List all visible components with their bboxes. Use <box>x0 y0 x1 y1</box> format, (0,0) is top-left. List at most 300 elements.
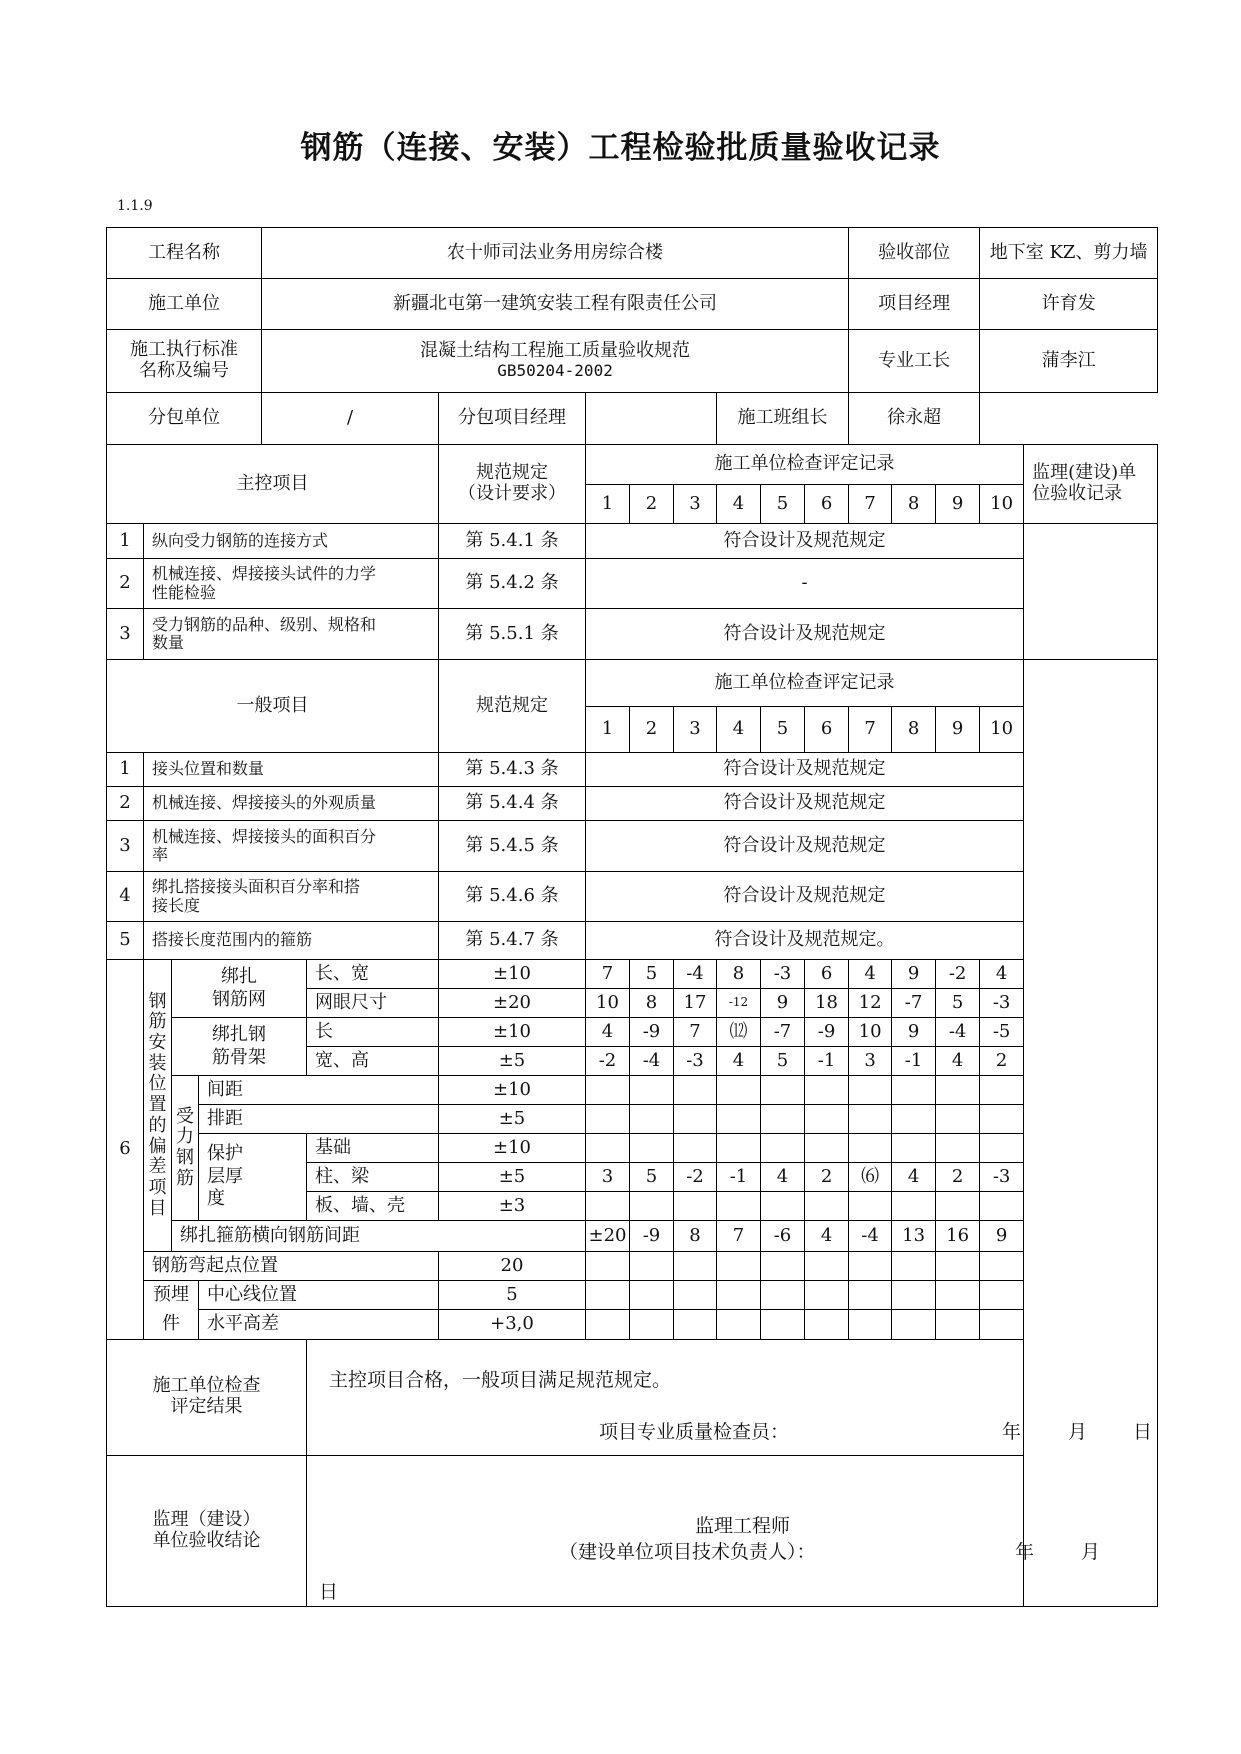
main-items-label: 主控项目 <box>107 445 439 524</box>
general-items-label: 一般项目 <box>107 660 439 753</box>
deviation-tolerance: ±5 <box>439 1047 586 1076</box>
item-clause: 第 5.4.5 条 <box>439 821 586 872</box>
header-row-standard <box>107 330 1158 393</box>
deviation-tolerance: 20 <box>439 1252 586 1281</box>
item-clause: 第 5.4.6 条 <box>439 872 586 922</box>
deviation-value <box>674 1134 717 1163</box>
header-row-contractor <box>107 279 1158 330</box>
deviation-value: 9 <box>892 960 936 989</box>
deviation-row <box>107 1281 1158 1310</box>
cover-label-line3: 度 <box>207 1188 225 1210</box>
main-item-row <box>107 609 1158 660</box>
deviation-tolerance: ±20 <box>439 989 586 1018</box>
item-name-line1: 受力钢筋的品种、级别、规格和 <box>152 614 377 634</box>
deviation-subitem: 间距 <box>199 1076 439 1105</box>
standard-label <box>107 330 262 393</box>
deviation-value <box>630 1134 674 1163</box>
deviation-value <box>849 1192 892 1221</box>
document-number: 1.1.9 <box>117 198 153 214</box>
deviation-value <box>849 1105 892 1134</box>
deviation-row <box>107 1076 1158 1105</box>
deviation-value <box>630 1281 674 1310</box>
subcontractor-label: 分包单位 <box>107 393 262 445</box>
general-col-number: 4 <box>717 707 761 753</box>
deviation-row <box>107 960 1158 989</box>
deviation-value <box>630 1310 674 1339</box>
deviation-value <box>805 1281 849 1310</box>
main-spec-label <box>439 445 586 524</box>
deviation-value <box>630 1192 674 1221</box>
deviation-value <box>892 1310 936 1339</box>
general-header-row <box>107 660 1158 707</box>
deviation-value <box>717 1310 761 1339</box>
deviation-value <box>980 1252 1024 1281</box>
conclusion-content <box>307 1455 1158 1606</box>
deviation-value <box>717 1252 761 1281</box>
item-number: 4 <box>107 872 144 922</box>
deviation-row <box>107 1221 1158 1252</box>
deviation-value <box>761 1076 805 1105</box>
item-name-line1: 机械连接、焊接接头试件的力学 <box>152 564 377 584</box>
deviation-value <box>586 1281 630 1310</box>
deviation-value <box>849 1252 892 1281</box>
standard-label-line1: 施工执行标准 <box>130 339 238 361</box>
item-name: 搭接长度范围内的箍筋 <box>152 930 313 950</box>
deviation-value: 8 <box>717 960 761 989</box>
deviation-value: -6 <box>761 1221 805 1252</box>
deviation-value: 5 <box>630 1163 674 1192</box>
deviation-value <box>892 1105 936 1134</box>
deviation-row <box>107 1018 1158 1047</box>
embed-label-line2: 件 <box>162 1312 180 1334</box>
deviation-value: -3 <box>761 960 805 989</box>
main-header-row <box>107 445 1158 485</box>
deviation-tolerance: ±10 <box>439 960 586 989</box>
deviation-value <box>805 1192 849 1221</box>
deviation-value <box>936 1310 980 1339</box>
foreman-label: 专业工长 <box>849 330 980 393</box>
item-name-line2: 率 <box>152 845 169 864</box>
deviation-tolerance: ±3 <box>439 1192 586 1221</box>
deviation-value: 4 <box>761 1163 805 1192</box>
deviation-tolerance: +3,0 <box>439 1310 586 1339</box>
standard-label-line2: 名称及编号 <box>139 360 229 381</box>
deviation-value <box>980 1076 1024 1105</box>
deviation-value <box>892 1192 936 1221</box>
general-item-row <box>107 821 1158 872</box>
header-row-project <box>107 228 1158 279</box>
deviation-value: 5 <box>630 960 674 989</box>
deviation-value <box>892 1281 936 1310</box>
deviation-value <box>761 1192 805 1221</box>
deviation-tolerance: ±10 <box>439 1076 586 1105</box>
deviation-value: -7 <box>892 989 936 1018</box>
general-item-row <box>107 872 1158 922</box>
deviation-subitem: 基础 <box>307 1134 439 1163</box>
main-col-number: 9 <box>936 485 980 524</box>
deviation-value: -2 <box>674 1163 717 1192</box>
supervising-engineer-label: 监理工程师 <box>695 1514 791 1537</box>
deviation-value: -3 <box>980 989 1024 1018</box>
deviation-value: 13 <box>892 1221 936 1252</box>
deviation-tolerance: ±10 <box>439 1134 586 1163</box>
deviation-group-label <box>144 960 172 1252</box>
deviation-value <box>849 1076 892 1105</box>
quality-inspector-label: 项目专业质量检查员： <box>599 1420 790 1443</box>
general-col-number: 2 <box>630 707 674 753</box>
deviation-value: 8 <box>674 1221 717 1252</box>
subcontractor: / <box>262 393 439 445</box>
project-manager-label: 项目经理 <box>849 279 980 330</box>
deviation-value: 4 <box>980 960 1024 989</box>
deviation-value <box>805 1076 849 1105</box>
item-number: 3 <box>107 609 144 660</box>
deviation-value <box>630 1076 674 1105</box>
project-name: 农十师司法业务用房综合楼 <box>262 228 849 279</box>
deviation-value <box>717 1105 761 1134</box>
main-col-number: 1 <box>586 485 630 524</box>
item-result: 符合设计及规范规定 <box>586 821 1024 872</box>
deviation-value: 4 <box>717 1047 761 1076</box>
deviation-value: 4 <box>805 1221 849 1252</box>
deviation-row <box>107 1310 1158 1339</box>
deviation-value <box>586 1252 630 1281</box>
deviation-value <box>892 1134 936 1163</box>
mesh-label <box>172 960 307 1018</box>
item-number: 2 <box>107 787 144 821</box>
deviation-value: 18 <box>805 989 849 1018</box>
deviation-value: -1 <box>717 1163 761 1192</box>
inspection-record-table <box>106 227 1158 1607</box>
deviation-group-text: 钢筋安装位置的偏差项目 <box>148 990 167 1219</box>
deviation-value: 2 <box>936 1163 980 1192</box>
tech-lead-label: （建设单位项目技术负责人）： <box>559 1540 816 1563</box>
main-col-number: 5 <box>761 485 805 524</box>
general-col-number: 9 <box>936 707 980 753</box>
deviation-row <box>107 1105 1158 1134</box>
general-col-number: 3 <box>674 707 717 753</box>
deviation-value <box>980 1134 1024 1163</box>
standard <box>262 330 849 393</box>
deviation-tolerance: ±20 <box>586 1221 630 1252</box>
deviation-value <box>761 1310 805 1339</box>
deviation-value <box>936 1192 980 1221</box>
deviation-value <box>586 1192 630 1221</box>
item-clause: 第 5.5.1 条 <box>439 609 586 660</box>
deviation-value <box>717 1281 761 1310</box>
deviation-value: -1 <box>892 1047 936 1076</box>
deviation-value: 3 <box>849 1047 892 1076</box>
rebar-label <box>172 1076 199 1221</box>
deviation-value: 6 <box>805 960 849 989</box>
general-item-row <box>107 787 1158 821</box>
standard-line1: 混凝土结构工程施工质量验收规范 <box>420 340 691 362</box>
deviation-value <box>936 1076 980 1105</box>
conclusion-label <box>107 1455 307 1606</box>
deviation-value <box>849 1310 892 1339</box>
deviation-value <box>936 1281 980 1310</box>
item-name-line2: 接长度 <box>152 895 201 915</box>
deviation-value: 4 <box>892 1163 936 1192</box>
deviation-value: 9 <box>761 989 805 1018</box>
deviation-value: ⑿ <box>717 1018 761 1047</box>
contractor-label: 施工单位 <box>107 279 262 330</box>
deviation-value: -4 <box>936 1018 980 1047</box>
deviation-value: -9 <box>805 1018 849 1047</box>
deviation-value <box>892 1252 936 1281</box>
deviation-value <box>892 1076 936 1105</box>
deviation-value: -9 <box>630 1221 674 1252</box>
accept-part-label: 验收部位 <box>849 228 980 279</box>
general-col-number: 8 <box>892 707 936 753</box>
team-leader-label: 施工班组长 <box>717 393 849 445</box>
team-leader: 徐永超 <box>849 393 980 445</box>
deviation-value: 3 <box>586 1163 630 1192</box>
deviation-value: -12 <box>717 989 761 1018</box>
main-item-row <box>107 524 1158 559</box>
cover-label-line1: 保护 <box>207 1143 243 1165</box>
result-label <box>107 1339 307 1455</box>
general-item-row <box>107 922 1158 960</box>
header-row-subcontractor <box>107 393 1158 445</box>
embed-label-line1: 预埋 <box>153 1284 189 1305</box>
item-clause: 第 5.4.3 条 <box>439 753 586 787</box>
cover-label-line2: 层厚 <box>207 1165 243 1187</box>
result-year: 年 <box>1002 1420 1022 1443</box>
deviation-value: 9 <box>980 1221 1024 1252</box>
deviation-value <box>674 1310 717 1339</box>
item-name-line1: 绑扎搭接接头面积百分率和搭 <box>152 877 361 897</box>
main-col-number: 8 <box>892 485 936 524</box>
deviation-value: 10 <box>586 989 630 1018</box>
project-manager: 许育发 <box>980 279 1158 330</box>
conclusion-row <box>107 1455 1158 1606</box>
item-result: - <box>586 559 1024 609</box>
mesh-label-line2: 钢筋网 <box>212 988 266 1010</box>
deviation-value <box>849 1281 892 1310</box>
main-col-number: 3 <box>674 485 717 524</box>
deviation-value <box>674 1192 717 1221</box>
item-result: 符合设计及规范规定 <box>586 872 1024 922</box>
supervision-label-line2: 位验收记录 <box>1032 483 1123 504</box>
deviation-value <box>586 1310 630 1339</box>
deviation-value: 4 <box>586 1018 630 1047</box>
deviation-subitem: 绑扎箍筋横向钢筋间距 <box>172 1221 586 1252</box>
result-label-line2: 评定结果 <box>170 1396 243 1418</box>
deviation-value <box>674 1281 717 1310</box>
deviation-value <box>805 1252 849 1281</box>
general-col-number: 10 <box>980 707 1024 753</box>
deviation-value: -3 <box>674 1047 717 1076</box>
deviation-row <box>107 1134 1158 1163</box>
item-result: 符合设计及规范规定 <box>586 524 1024 559</box>
conclusion-label-line2: 单位验收结论 <box>152 1529 261 1551</box>
deviation-value <box>805 1134 849 1163</box>
deviation-value <box>586 1076 630 1105</box>
main-spec-label-line1: 规范规定 <box>476 462 548 484</box>
general-col-number: 5 <box>761 707 805 753</box>
deviation-subitem: 中心线位置 <box>199 1281 439 1310</box>
supervision-label <box>1024 445 1158 524</box>
item-clause: 第 5.4.7 条 <box>439 922 586 960</box>
deviation-value: 4 <box>849 960 892 989</box>
sub-pm-label: 分包项目经理 <box>439 393 586 445</box>
item-result: 符合设计及规范规定 <box>586 753 1024 787</box>
item-number: 2 <box>107 559 144 609</box>
general-record-label: 施工单位检查评定记录 <box>586 660 1024 707</box>
item-number: 1 <box>107 753 144 787</box>
deviation-value <box>761 1281 805 1310</box>
deviation-value <box>674 1105 717 1134</box>
general-spec-label: 规范规定 <box>439 660 586 753</box>
item-clause: 第 5.4.2 条 <box>439 559 586 609</box>
conclusion-label-line1: 监理（建设） <box>152 1508 261 1530</box>
deviation-value: -9 <box>630 1018 674 1047</box>
general-col-number: 1 <box>586 707 630 753</box>
deviation-value: 7 <box>586 960 630 989</box>
contractor: 新疆北屯第一建筑安装工程有限责任公司 <box>262 279 849 330</box>
deviation-value: 7 <box>674 1018 717 1047</box>
deviation-value <box>761 1134 805 1163</box>
conclusion-day: 日 <box>319 1580 339 1603</box>
deviation-value: ⑹ <box>849 1163 892 1192</box>
deviation-value <box>674 1076 717 1105</box>
deviation-subitem: 长 <box>307 1018 439 1047</box>
deviation-tolerance: ±5 <box>439 1105 586 1134</box>
deviation-value <box>936 1105 980 1134</box>
item-clause: 第 5.4.1 条 <box>439 524 586 559</box>
main-col-number: 4 <box>717 485 761 524</box>
item-result: 符合设计及规范规定 <box>586 609 1024 660</box>
deviation-subitem: 网眼尺寸 <box>307 989 439 1018</box>
main-col-number: 10 <box>980 485 1024 524</box>
general-col-number: 6 <box>805 707 849 753</box>
deviation-value: -4 <box>674 960 717 989</box>
deviation-value <box>936 1252 980 1281</box>
deviation-value <box>980 1281 1024 1310</box>
result-day: 日 <box>1133 1420 1153 1443</box>
deviation-value: 17 <box>674 989 717 1018</box>
deviation-value: -2 <box>586 1047 630 1076</box>
deviation-value <box>586 1105 630 1134</box>
deviation-value: 12 <box>849 989 892 1018</box>
deviation-subitem: 排距 <box>199 1105 439 1134</box>
deviation-value: 2 <box>805 1163 849 1192</box>
deviation-value: -1 <box>805 1047 849 1076</box>
deviation-value <box>761 1252 805 1281</box>
item-name: 机械连接、焊接接头的外观质量 <box>152 793 377 813</box>
deviation-tolerance: ±5 <box>439 1163 586 1192</box>
accept-part: 地下室 KZ、剪力墙 <box>980 228 1158 279</box>
deviation-value <box>980 1105 1024 1134</box>
deviation-value: 5 <box>936 989 980 1018</box>
sub-pm <box>586 393 717 445</box>
deviation-value: -4 <box>849 1221 892 1252</box>
mesh-label-line1: 绑扎 <box>221 966 257 987</box>
rebar-label-text: 受力钢筋 <box>176 1105 194 1189</box>
item-name-line2: 性能检验 <box>152 582 217 602</box>
deviation-value <box>805 1105 849 1134</box>
deviation-value <box>630 1105 674 1134</box>
cage-label <box>172 1018 307 1076</box>
item-name-line2: 数量 <box>152 633 185 652</box>
deviation-value: 5 <box>761 1047 805 1076</box>
deviation-subitem: 长、宽 <box>307 960 439 989</box>
deviation-subitem: 宽、高 <box>307 1047 439 1076</box>
supervision-record-main <box>1024 524 1158 660</box>
item-name-line1: 机械连接、焊接接头的面积百分 <box>152 826 377 846</box>
deviation-value <box>674 1252 717 1281</box>
cage-label-line2: 筋骨架 <box>212 1046 266 1068</box>
deviation-value <box>717 1192 761 1221</box>
general-col-number: 7 <box>849 707 892 753</box>
item-number: 5 <box>107 922 144 960</box>
result-month: 月 <box>1068 1420 1088 1443</box>
deviation-value: -2 <box>936 960 980 989</box>
deviation-value <box>980 1310 1024 1339</box>
document-title: 钢筋（连接、安装）工程检验批质量验收记录 <box>300 130 941 166</box>
item-clause: 第 5.4.4 条 <box>439 787 586 821</box>
item-name: 接头位置和数量 <box>152 759 265 779</box>
deviation-value <box>717 1076 761 1105</box>
deviation-subitem: 柱、梁 <box>307 1163 439 1192</box>
deviation-value: -3 <box>980 1163 1024 1192</box>
supervision-label-line1: 监理(建设)单 <box>1032 462 1137 484</box>
conclusion-year: 年 <box>1015 1540 1035 1563</box>
foreman: 蒲李江 <box>980 330 1158 393</box>
deviation-value: -7 <box>761 1018 805 1047</box>
deviation-value: -5 <box>980 1018 1024 1047</box>
deviation-subitem: 钢筋弯起点位置 <box>144 1252 439 1281</box>
main-col-number: 7 <box>849 485 892 524</box>
deviation-value <box>849 1134 892 1163</box>
general-item-row <box>107 753 1158 787</box>
deviation-row <box>107 1252 1158 1281</box>
deviation-value: 8 <box>630 989 674 1018</box>
result-label-line1: 施工单位检查 <box>152 1375 261 1397</box>
deviation-item-number: 6 <box>107 960 144 1340</box>
deviation-value <box>586 1134 630 1163</box>
embed-label <box>144 1281 199 1340</box>
deviation-value <box>630 1252 674 1281</box>
deviation-value: 4 <box>936 1047 980 1076</box>
deviation-value <box>980 1192 1024 1221</box>
main-record-label: 施工单位检查评定记录 <box>586 445 1024 485</box>
deviation-value <box>761 1105 805 1134</box>
standard-line2: GB50204-2002 <box>497 361 613 381</box>
result-text: 主控项目合格，一般项目满足规范规定。 <box>329 1368 672 1391</box>
deviation-value: 16 <box>936 1221 980 1252</box>
deviation-value <box>717 1134 761 1163</box>
result-content <box>307 1339 1158 1455</box>
main-item-row <box>107 559 1158 609</box>
conclusion-month: 月 <box>1081 1540 1101 1563</box>
item-name: 纵向受力钢筋的连接方式 <box>152 530 329 550</box>
cover-label <box>199 1134 307 1221</box>
deviation-value: 7 <box>717 1221 761 1252</box>
cage-label-line1: 绑扎钢 <box>212 1024 266 1045</box>
deviation-tolerance: 5 <box>439 1281 586 1310</box>
deviation-value: 10 <box>849 1018 892 1047</box>
deviation-value <box>936 1134 980 1163</box>
main-col-number: 2 <box>630 485 674 524</box>
item-number: 3 <box>107 821 144 872</box>
deviation-subitem: 水平高差 <box>199 1310 439 1339</box>
deviation-value: 9 <box>892 1018 936 1047</box>
item-number: 1 <box>107 524 144 559</box>
result-row <box>107 1339 1158 1455</box>
deviation-tolerance: ±10 <box>439 1018 586 1047</box>
